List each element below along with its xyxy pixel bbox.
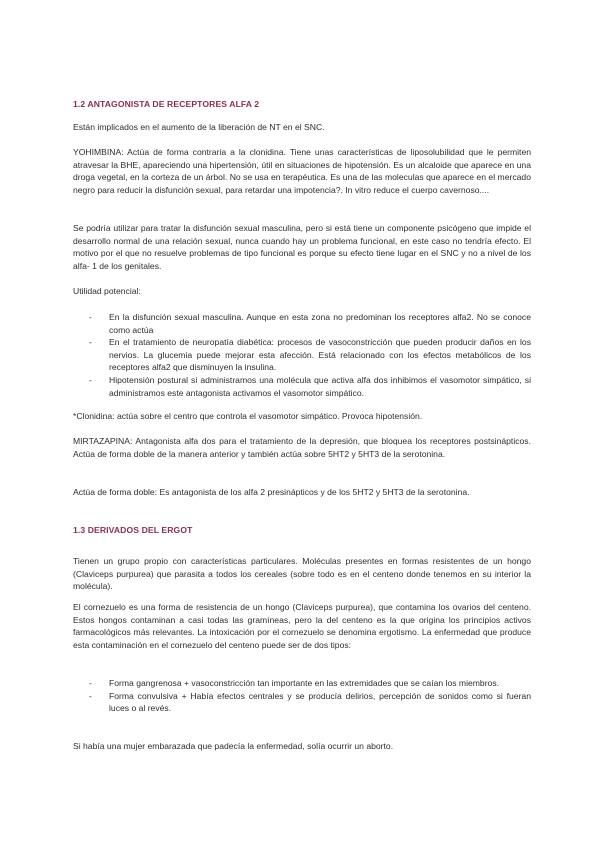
paragraph-yohimbina: YOHIMBINA: Actúa de forma contraria a la clonidina. Tiene unas características de liposolubilidad que le permiten atravesar la BHE, apareciendo una hipertensión, útil en situaciones de hipotensión. Es un alcaloide que aparece en una droga vegetal, en la corteza de un árbol. No se usa en terapéutica. Es una de las moleculas que aparece en el mercado negro para reducir la disfunción sexual, para retardar una impotencia?. In vitro reduce el cuerpo cavernoso.... [73,147,531,195]
list-item: - En la disfunción sexual masculina. Aunque en esta zona no predominan los receptores alfa2. No se conoce como actúa [89,312,531,335]
paragraph-ergot-3: Si había una mujer embarazada que padecía la enfermedad, solía ocurrir un aborto. [73,741,394,751]
utilidad-list [73,311,531,399]
paragraph-clonidina-note: *Clonidina: actúa sobre el centro que controla el vasomotor simpático. Provoca hipotensión. [73,411,423,421]
paragraph-ergot-1: Tienen un grupo propio con características particulares. Moléculas presentes en formas resistentes de un hongo (Claviceps purpurea) que parasita a todos los cereales (sobre todo es en el centeno donde tenemos en su interior la molécula). [73,556,531,592]
list-item: - Forma gangrenosa + vasoconstricción tan importante en las extremidades que se caían los miembros. [89,678,500,688]
paragraph-disfuncion: Se podría utilizar para tratar la disfunción sexual masculina, pero si está tiene un componente psicógeno que impide el desarrollo normal de una relación sexual, nunca cuando hay un problema funcional, en este caso no tendría efecto. El motivo por el que no resuelve problemas de tipo funcional es porque su efecto tiene lugar en el SNC y no a nivel de los alfa- 1 de los genitales. [73,223,531,271]
paragraph-intro: Están implicados en el aumento de la liberación de NT en el SNC. [73,122,325,132]
paragraph-utilidad-label: Utilidad potencial: [73,286,141,296]
tipos-list [73,677,531,715]
paragraph-mirtazapina: MIRTAZAPINA: Antagonista alfa dos para el tratamiento de la depresión, que bloquea los receptores postsinápticos. Actúa de forma doble de la manera anterior y también actúa sobre 5HT2 y 5HT3 de la serotonina. [73,436,531,459]
list-item: - Forma convulsiva + Había efectos centrales y se producía delirios, percepción de sonidos como si fueran luces o al revés. [89,690,531,714]
paragraph-forma-doble: Actúa de forma doble: Es antagonista de los alfa 2 presinápticos y de los 5HT2 y 5HT3 de la serotonina. [73,487,470,497]
paragraph-ergot-2: El cornezuelo es una forma de resistencia de un hongo (Claviceps purpurea), que contamina los ovarios del centeno. Estos hongos contaminan a casi todas las gramíneas, pero la del centeno es la que origina los principios activos farmacológicos más relevantes. La intoxicación por el cornezuelo se denomina ergotismo. La enfermedad que produce esta contaminación en el cornezuelo del centeno puede ser de dos tipos: [73,602,531,650]
section-heading-alpha2: 1.2 ANTAGONISTA DE RECEPTORES ALFA 2 [73,99,260,109]
section-heading-ergot: 1.3 DERIVADOS DEL ERGOT [73,525,193,535]
list-item: - En el tratamiento de neuropatía diabética: procesos de vasoconstricción que pueden producir daños en los nervios. La glucemia puede mejorar esta afección. Está relacionado con los efectos metabólicos de los receptores alfa2 que disminuyen la insulina. [89,337,531,373]
list-item: - Hipotensión postural si administramos una molécula que activa alfa dos inhibimos el vasomotor simpático, si administramos este antagonista activamos el vasomotor simpático. [89,374,531,398]
